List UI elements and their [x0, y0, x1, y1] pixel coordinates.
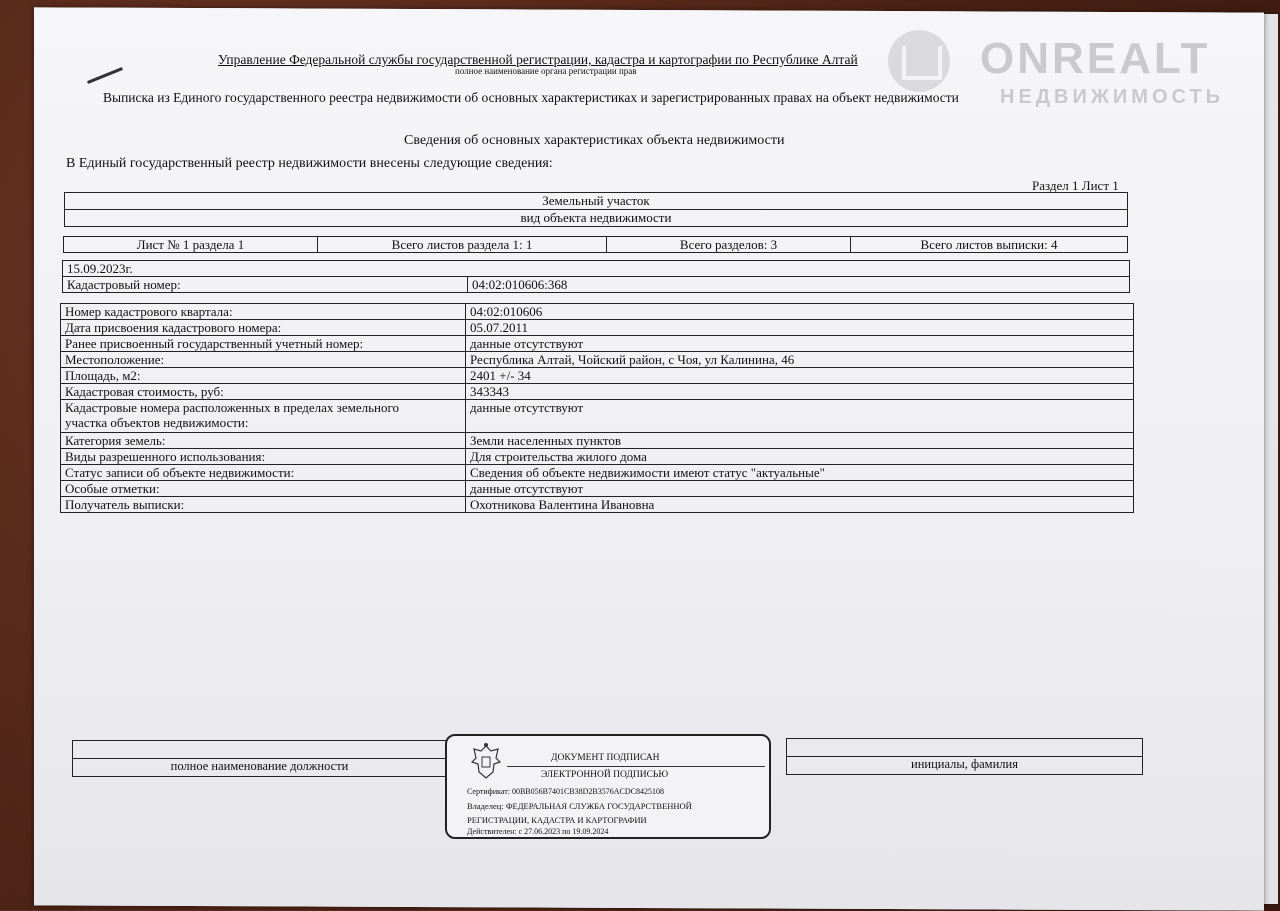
- row-value: Для строительства жилого дома: [466, 449, 1134, 465]
- cadastral-label: Кадастровый номер:: [63, 277, 468, 293]
- row-label: Статус записи об объекте недвижимости:: [61, 465, 466, 481]
- row-value: Охотникова Валентина Ивановна: [466, 497, 1134, 513]
- table-row: [61, 497, 1134, 513]
- organization-caption: полное наименование органа регистрации прав: [455, 66, 637, 76]
- cadastral-value: 04:02:010606:368: [468, 277, 1130, 293]
- extract-date: 15.09.2023г.: [63, 261, 1130, 277]
- name-blank: [787, 739, 1143, 757]
- stamp-signed: ДОКУМЕНТ ПОДПИСАН: [551, 753, 660, 763]
- table-row: [61, 400, 1134, 433]
- row-label-line1: Кадастровые номера расположенных в пределах земельного: [65, 400, 399, 415]
- row-label: Ранее присвоенный государственный учетный номер:: [61, 336, 466, 352]
- row-value: данные отсутствуют: [466, 336, 1134, 352]
- row-value: Республика Алтай, Чойский район, с Чоя, ул Калинина, 46: [466, 352, 1134, 368]
- row-label: Получатель выписки:: [61, 497, 466, 513]
- row-value: 05.07.2011: [466, 320, 1134, 336]
- stamp-validity: Действителен: с 27.06.2023 по 19.09.2024: [467, 827, 609, 836]
- position-caption: полное наименование должности: [73, 759, 447, 777]
- watermark-sub: НЕДВИЖИМОСТЬ: [1000, 86, 1225, 108]
- row-label: Площадь, м2:: [61, 368, 466, 384]
- total-sheets-extract: Всего листов выписки: 4: [851, 237, 1128, 253]
- row-label: Кадастровая стоимость, руб:: [61, 384, 466, 400]
- table-row: [61, 449, 1134, 465]
- watermark-brand: ONREALT: [980, 34, 1211, 83]
- row-label: Номер кадастрового квартала:: [61, 304, 466, 320]
- stamp-owner-line1: Владелец: ФЕДЕРАЛЬНАЯ СЛУЖБА ГОСУДАРСТВЕННОЙ: [467, 801, 692, 811]
- row-value: Сведения об объекте недвижимости имеют статус "актуальные": [466, 465, 1134, 481]
- characteristics-table: [60, 303, 1134, 513]
- row-label: [61, 400, 466, 433]
- total-sheets-section: Всего листов раздела 1: 1: [318, 237, 607, 253]
- stamp-divider: [507, 766, 765, 767]
- row-value: Земли населенных пунктов: [466, 433, 1134, 449]
- sheets-table: [63, 236, 1128, 253]
- table-row: [61, 368, 1134, 384]
- table-row: [61, 336, 1134, 352]
- row-label: Особые отметки:: [61, 481, 466, 497]
- position-blank: [73, 741, 447, 759]
- row-value: 343343: [466, 384, 1134, 400]
- stamp-electronic: ЭЛЕКТРОННОЙ ПОДПИСЬЮ: [541, 770, 669, 780]
- row-label: Дата присвоения кадастрового номера:: [61, 320, 466, 336]
- row-label: Категория земель:: [61, 433, 466, 449]
- row-label: Виды разрешенного использования:: [61, 449, 466, 465]
- name-signature-box: [786, 738, 1143, 775]
- object-type-caption: вид объекта недвижимости: [65, 210, 1128, 227]
- eagle-emblem-icon: [469, 742, 503, 782]
- table-row: [61, 352, 1134, 368]
- section-label: Раздел 1 Лист 1: [1032, 178, 1119, 193]
- intro-text: В Единый государственный реестр недвижимости внесены следующие сведения:: [66, 156, 553, 171]
- table-row: [61, 481, 1134, 497]
- total-sections: Всего разделов: 3: [607, 237, 851, 253]
- section-title: Сведения об основных характеристиках объекта недвижимости: [404, 133, 785, 148]
- row-value: данные отсутствуют: [466, 400, 1134, 433]
- object-type: Земельный участок: [65, 193, 1128, 210]
- table-row: [61, 433, 1134, 449]
- row-value: 04:02:010606: [466, 304, 1134, 320]
- sheet-number: Лист № 1 раздела 1: [64, 237, 318, 253]
- row-label-line2: участка объектов недвижимости:: [65, 415, 249, 430]
- table-row: [61, 384, 1134, 400]
- row-value: 2401 +/- 34: [466, 368, 1134, 384]
- table-row: [61, 320, 1134, 336]
- stamp-owner-line2: РЕГИСТРАЦИИ, КАДАСТРА И КАРТОГРАФИИ: [467, 815, 647, 825]
- stamp-certificate: Сертификат: 00BB056B7401CB38D2B3576ACDC8425108: [467, 787, 664, 796]
- object-type-table: [64, 192, 1128, 227]
- row-value: данные отсутствуют: [466, 481, 1134, 497]
- row-label: Местоположение:: [61, 352, 466, 368]
- table-row: [61, 304, 1134, 320]
- house-logo-icon: [888, 30, 950, 92]
- date-table: [62, 260, 1130, 293]
- extract-title: Выписка из Единого государственного реестра недвижимости об основных характеристиках и зарегистрированных правах на объект недвижимости: [103, 90, 959, 105]
- name-caption: инициалы, фамилия: [787, 757, 1143, 775]
- table-row: [61, 465, 1134, 481]
- electronic-signature-stamp: [445, 734, 771, 839]
- position-signature-box: [72, 740, 447, 777]
- organization-name: Управление Федеральной службы государственной регистрации, кадастра и картографии по Республике Алтай: [218, 52, 858, 67]
